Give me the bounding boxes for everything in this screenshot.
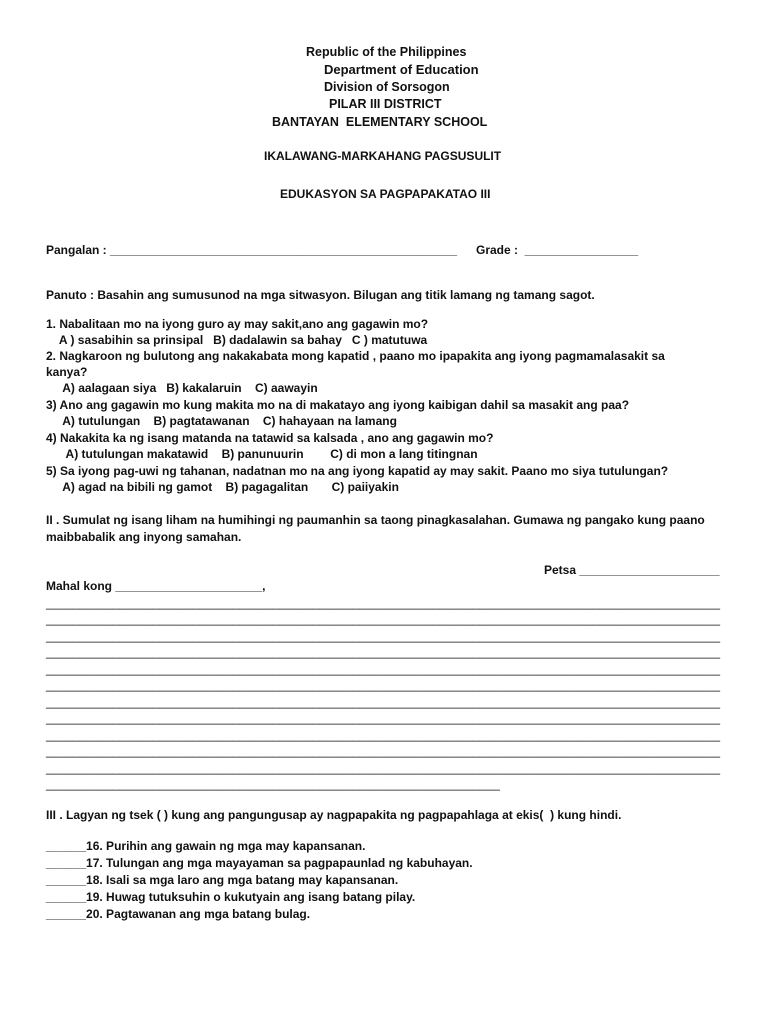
part1-line: A) tutulungan makatawid B) panunuurin C) di mon a lang titingnan [46,447,478,461]
letter-writing-line: _____________________________________________________________________________________________________ [46,728,721,742]
part1-line: A ) sasabihin sa prinsipal B) dadalawin sa bahay C ) matutuwa [46,333,428,347]
letter-writing-line: _____________________________________________________________________________________________________ [46,711,721,725]
letter-writing-line: _____________________________________________________________________________________________________ [46,596,721,610]
header-department: Department of Education [324,62,479,77]
part1-line: kanya? [46,365,88,379]
part3-item: ______20. Pagtawanan ang mga batang bulag. [46,907,311,921]
header-republic: Republic of the Philippines [306,45,467,59]
letter-writing-line: _____________________________________________________________________________________________________ [46,695,721,709]
grade-field-label: Grade : _________________ [476,243,639,257]
letter-writing-line: _____________________________________________________________________________________________________ [46,744,721,758]
exam-title: IKALAWANG-MARKAHANG PAGSUSULIT [264,149,502,163]
part3-instruction: III . Lagyan ng tsek ( ) kung ang pangungusap ay nagpapakita ng pagpapahlaga at ekis( ) kung hindi. [46,808,622,822]
part1-line: 4) Nakakita ka ng isang matanda na tatawid sa kalsada , ano ang gagawin mo? [46,431,494,445]
header-school: BANTAYAN ELEMENTARY SCHOOL [272,115,488,129]
part3-item: ______16. Purihin ang gawain ng mga may kapansanan. [46,839,366,853]
header-division: Division of Sorsogon [324,80,450,94]
part1-line: A) tutulungan B) pagtatawanan C) hahayaan na lamang [46,414,397,428]
part1-line: A) agad na bibili ng gamot B) pagagalitan C) paiiyakin [46,480,399,494]
letter-writing-line: _____________________________________________________________________________________________________ [46,678,721,692]
part3-item: ______19. Huwag tutuksuhin o kukutyain ang isang batang pilay. [46,890,416,904]
letter-writing-line-last: ____________________________________________________________________ [46,777,500,791]
part3-item: ______17. Tulungan ang mga mayayaman sa pagpapaunlad ng kabuhayan. [46,856,473,870]
part1-line: 2. Nagkaroon ng bulutong ang nakakabata mong kapatid , paano mo ipapakita ang iyong pagmamalasakit sa [46,349,665,363]
letter-writing-line: _____________________________________________________________________________________________________ [46,629,721,643]
letter-writing-line: _____________________________________________________________________________________________________ [46,761,721,775]
exam-subject: EDUKASYON SA PAGPAPAKATAO III [280,187,491,201]
letter-writing-line: _____________________________________________________________________________________________________ [46,612,721,626]
part3-item: ______18. Isali sa mga laro ang mga batang may kapansanan. [46,873,399,887]
letter-date-field: Petsa _____________________ [544,563,720,577]
part1-instruction: Panuto : Basahin ang sumusunod na mga sitwasyon. Bilugan ang titik lamang ng tamang sagot. [46,288,595,302]
header-district: PILAR III DISTRICT [329,97,442,111]
part1-line: 5) Sa iyong pag-uwi ng tahanan, nadatnan mo na ang iyong kapatid ay may sakit. Paano mo siya tutulungan? [46,464,669,478]
letter-writing-line: _____________________________________________________________________________________________________ [46,645,721,659]
part2-instruction-line2: maibbabalik ang inyong samahan. [46,530,242,544]
part1-line: 3) Ano ang gagawin mo kung makita mo na di makatayo ang iyong kaibigan dahil sa masakit ang paa? [46,398,630,412]
letter-writing-line: _____________________________________________________________________________________________________ [46,662,721,676]
part1-line: 1. Nabalitaan mo na iyong guro ay may sakit,ano ang gagawin mo? [46,317,429,331]
part1-line: A) aalagaan siya B) kakalaruin C) aawayin [46,381,318,395]
name-field-label: Pangalan : ____________________________________________________ [46,243,458,257]
letter-salutation: Mahal kong ______________________, [46,579,266,593]
part2-instruction-line1: II . Sumulat ng isang liham na humihingi ng paumanhin sa taong pinagkasalahan. Gumawa ng pangako kung paano [46,513,705,527]
